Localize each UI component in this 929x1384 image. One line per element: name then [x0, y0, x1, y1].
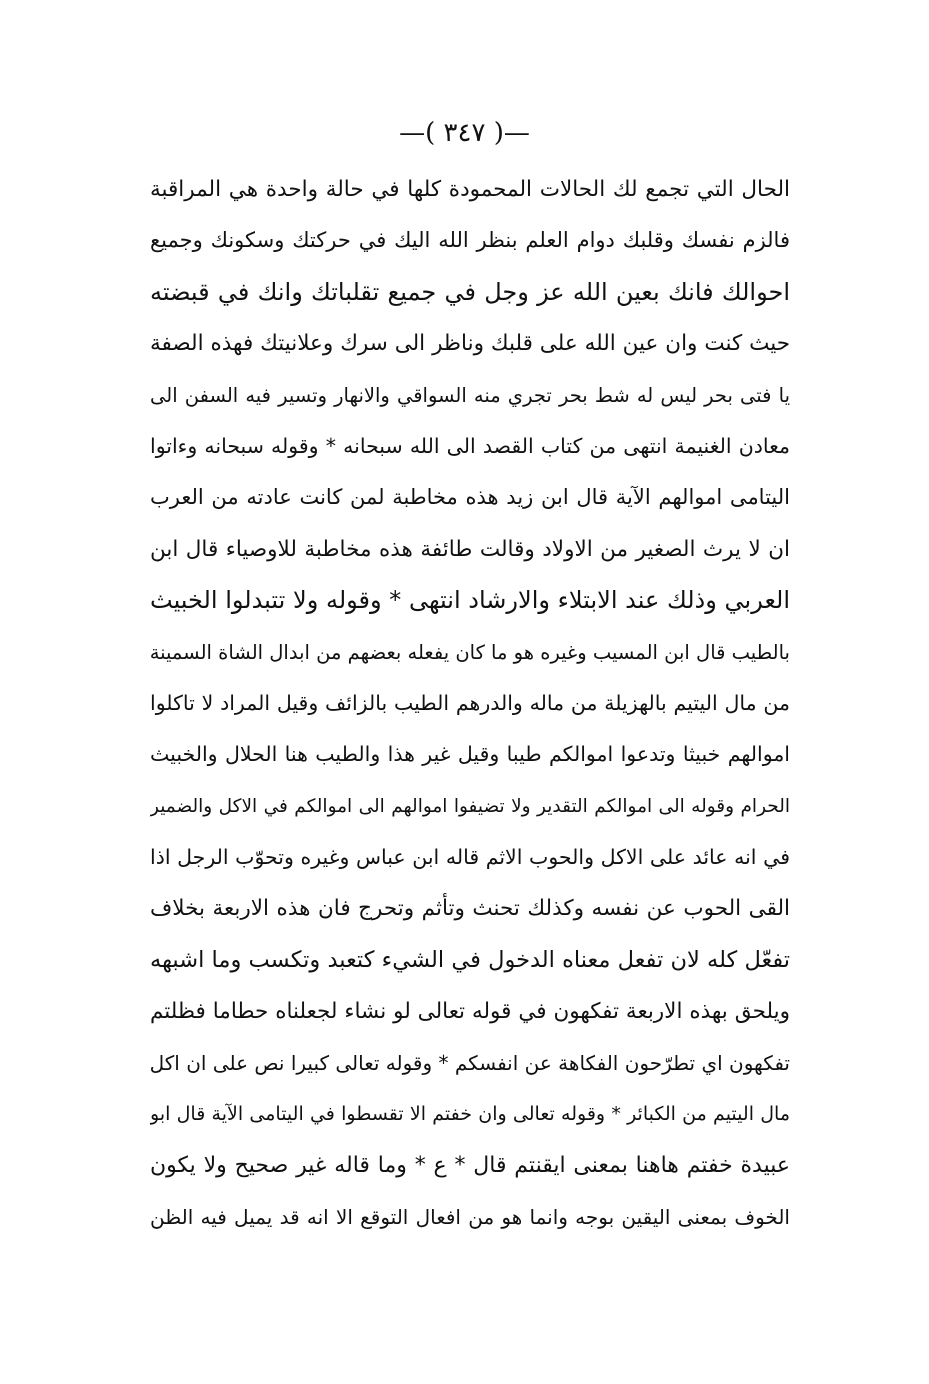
text-line-14: في انه عائد على الاكل والحوب الاثم قاله ابن عباس وغيره وتحوّب الرجل اذا: [150, 845, 790, 870]
text-line-7: اليتامى اموالهم الآية قال ابن زيد هذه مخاطبة لمن كانت عادته من العرب: [150, 485, 790, 510]
text-line-3: احوالك فانك بعين الله عز وجل في جميع تقلباتك وانك في قبضته: [150, 277, 790, 306]
text-line-21: الخوف بمعنى اليقين بوجه وانما هو من افعال التوقع الا انه قد يميل فيه الظن: [150, 1204, 790, 1229]
text-line-8: ان لا يرث الصغير من الاولاد وقالت طائفة هذه مخاطبة للاوصياء قال ابن: [150, 536, 790, 562]
text-line-17: ويلحق بهذه الاربعة تفكهون في قوله تعالى لو نشاء لجعلناه حطاما فظلتم: [150, 999, 790, 1025]
text-line-13: الحرام وقوله الى اموالكم التقدير ولا تضيفوا اموالهم الى اموالكم في الاكل والضمير: [150, 795, 790, 817]
text-line-6: معادن الغنيمة انتهى من كتاب القصد الى الله سبحانه * وقوله سبحانه وءاتوا: [150, 433, 790, 458]
text-line-4: حيث كنت وان عين الله على قلبك وناظر الى سرك وعلانيتك فهذه الصفة: [150, 331, 790, 357]
text-line-1: الحال التي تجمع لك الحالات المحمودة كلها في حالة واحدة هي المراقبة: [150, 177, 790, 202]
body-text: [150, 164, 790, 1243]
text-line-12: اموالهم خبيثا وتدعوا اموالكم طيبا وقيل غير هذا والطيب هنا الحلال والخبيث: [150, 742, 790, 767]
text-line-16: تفعّل كله لان تفعل معناه الدخول في الشيء كتعبد وتكسب وما اشبهه: [150, 946, 790, 973]
text-line-5: يا فتى بحر ليس له شط بحر تجري منه السواقي والانهار وتسير فيه السفن الى: [150, 383, 790, 407]
text-line-15: القى الحوب عن نفسه وكذلك تحنث وتأثم وتحرج فان هذه الاربعة بخلاف: [150, 896, 790, 922]
text-line-20: عبيدة خفتم هاهنا بمعنى ايقنتم قال * ع * وما قاله غير صحيح ولا يكون: [150, 1153, 790, 1179]
text-line-18: تفكهون اي تطرّحون الفكاهة عن انفسكم * وقوله تعالى كبيرا نص على ان اكل: [150, 1050, 790, 1075]
text-line-19: مال اليتيم من الكبائر * وقوله تعالى وان خفتم الا تقسطوا في اليتامى الآية قال ابو: [150, 1103, 790, 1126]
page-number: —( ٣٤٧ )—: [399, 118, 530, 148]
text-line-9: العربي وذلك عند الابتلاء والارشاد انتهى * وقوله ولا تتبدلوا الخبيث: [150, 586, 790, 615]
text-line-11: من مال اليتيم بالهزيلة من ماله والدرهم الطيب بالزائف وقيل المراد لا تاكلوا: [150, 690, 790, 715]
text-line-2: فالزم نفسك وقلبك دوام العلم بنظر الله اليك في حركتك وسكونك وجميع: [150, 228, 790, 253]
text-line-10: بالطيب قال ابن المسيب وغيره هو ما كان يفعله بعضهم من ابدال الشاة السمينة: [150, 640, 790, 664]
